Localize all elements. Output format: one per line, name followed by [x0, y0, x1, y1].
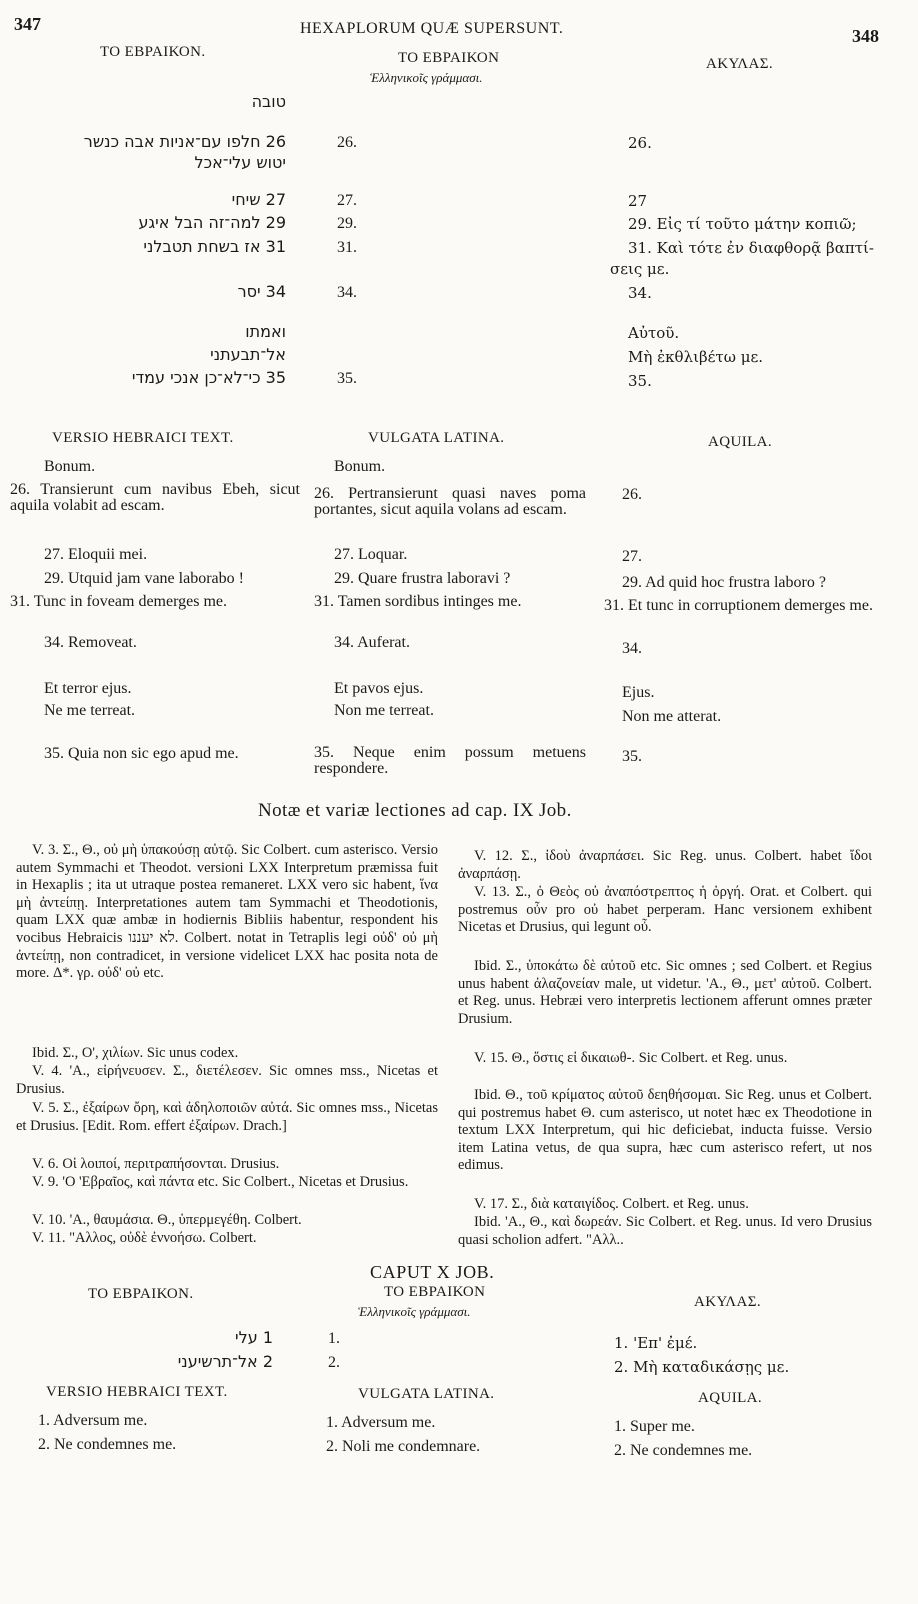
vulgata-line: Bonum.: [334, 458, 386, 475]
vulgata-line: 27. Loquar.: [334, 546, 408, 563]
hebrew-line: ואמתו: [245, 322, 286, 341]
vulgata-line: Non me terreat.: [334, 702, 434, 719]
aquila-greek-line: 35.: [628, 372, 652, 390]
caput-hebrew-head: ΤΟ ΕΒΡΑΙΚΟΝ.: [88, 1286, 194, 1302]
aquila-greek-line: σεις με.: [610, 260, 670, 278]
chapter-title: CAPUT X JOB.: [370, 1262, 495, 1282]
note-paragraph: V. 9. 'Ο 'Εβραῖος, καὶ πάντα etc. Sic Colbert., Nicetas et Drusius.: [32, 1174, 409, 1190]
aquila-latin-line: Ejus.: [622, 684, 655, 701]
aquila-latin-line: 34.: [622, 640, 642, 657]
caput-aquila-latin-line: 2. Ne condemnes me.: [614, 1442, 753, 1459]
page-number-right: 348: [852, 26, 879, 46]
translit-line: 29.: [337, 215, 357, 232]
aquila-latin-column-head: AQUILA.: [708, 434, 773, 450]
caput-translit-head: ΤΟ ΕΒΡΑΙΚΟΝ: [384, 1284, 486, 1300]
translit-line: 35.: [337, 370, 357, 387]
caput-aquila-greek-line: 1. 'Επ' ἐμέ.: [614, 1334, 698, 1352]
caput-hebrew-line: 2 אל־תרשיעני: [177, 1352, 273, 1371]
page-number-left: 347: [14, 14, 41, 34]
caput-translit-subhead: Ἑλληνικοῖς γράμμασι.: [358, 1304, 471, 1319]
vulgata-line: 31. Tamen sordibus intinges me.: [314, 593, 522, 610]
hebrew-column-head: ΤΟ ΕΒΡΑΙΚΟΝ.: [100, 44, 206, 60]
hebrew-line: 31 אז בשחת תטבלני: [143, 237, 286, 256]
caput-vulgata-line: 1. Adversum me.: [326, 1414, 436, 1431]
aquila-latin-line: Non me atterat.: [622, 708, 722, 725]
caput-translit-line: 1.: [328, 1330, 340, 1347]
hebrew-line: טובה: [251, 92, 286, 111]
aquila-greek-line: 27: [628, 192, 648, 210]
versio-line: 35. Quia non sic ego apud me.: [44, 745, 239, 762]
note-paragraph: Ibid. Σ., Ο', χιλίων. Sic unus codex.: [32, 1045, 239, 1061]
caput-translit-line: 2.: [328, 1354, 340, 1371]
translit-column-subhead: Ἑλληνικοῖς γράμμασι.: [370, 70, 483, 85]
caput-aquila-latin-head: AQUILA.: [698, 1390, 763, 1406]
note-paragraph: V. 4. 'Α., εἰρήνευσεν. Σ., διετέλεσεν. Sic omnes mss., Nicetas et Drusius.: [16, 1063, 438, 1097]
aquila-latin-line: 35.: [622, 748, 642, 765]
caput-aquila-latin-line: 1. Super me.: [614, 1418, 695, 1435]
aquila-greek-line: 31. Καὶ τότε ἐν διαφθορᾷ βαπτί-: [628, 239, 874, 257]
hebrew-line: 35 כי־לא־כן אנכי עמדי: [131, 368, 286, 387]
versio-line: Ne me terreat.: [44, 702, 136, 719]
note-paragraph: Ibid. Σ., ὑποκάτω δὲ αὐτοῦ etc. Sic omnes ; sed Colbert. et Regius unus habent ἀλαζονείαν male, ut videtur. 'Α., Θ., μετ' αὐτοῦ. Colbert. et Reg. unus. Hebræi vero interpretis lectionem afferunt omnes præter Drusium.: [458, 958, 872, 1027]
aquila-latin-line: 26.: [622, 486, 642, 503]
translit-line: 31.: [337, 239, 357, 256]
note-paragraph: V. 11. "Αλλος, οὐδὲ ἐννοήσω. Colbert.: [32, 1230, 257, 1246]
aquila-latin-line: 27.: [622, 548, 642, 565]
vulgata-line: 26. Pertransierunt quasi naves poma portantes, sicut aquila volans ad escam.: [314, 485, 586, 518]
hebrew-line: 26 חלפו עם־אניות אבה כנשר: [83, 132, 286, 151]
translit-line: 27.: [337, 192, 357, 209]
aquila-latin-line: 29. Ad quid hoc frustra laboro ?: [622, 574, 826, 591]
note-paragraph: V. 10. 'Α., θαυμάσια. Θ., ὑπερμεγέθη. Colbert.: [32, 1212, 302, 1228]
hebrew-line: אל־תבעתני: [210, 345, 286, 364]
vulgata-line: 35. Neque enim possum metuens respondere.: [314, 744, 586, 777]
running-title: HEXAPLORUM QUÆ SUPERSUNT.: [300, 20, 564, 37]
translit-line: 34.: [337, 284, 357, 301]
note-paragraph: V. 12. Σ., ἰδοὺ ἀναρπάσει. Sic Reg. unus. Colbert. habet ἴδοι ἀναρπάσῃ.: [458, 848, 872, 882]
caput-hebrew-line: 1 עלי: [235, 1328, 273, 1347]
versio-column-head: VERSIO HEBRAICI TEXT.: [52, 430, 234, 446]
hebrew-line: 29 למה־זה הבל איגע: [138, 213, 286, 232]
versio-line: 34. Removeat.: [44, 634, 137, 651]
vulgata-line: 34. Auferat.: [334, 634, 410, 651]
note-paragraph: Ibid. 'Α., Θ., καὶ δωρεάν. Sic Colbert. et Reg. unus. Id vero Drusius quasi scholion adfert. "Αλλ..: [458, 1214, 872, 1248]
note-paragraph: V. 13. Σ., ὁ Θεὸς οὐ ἀναπόστρεπτος ἡ ὀργή. Orat. et Colbert. qui postremus οὖν pro οὐ habet perperam. Hanc versionem exhibent Nicetas et Drusius, qui legunt οὖ.: [458, 884, 872, 936]
note-paragraph: V. 5. Σ., ἐξαίρων ὄρη, καὶ ἀδηλοποιῶν αὐτά. Sic omnes mss., Nicetas et Drusius. [Edit. Rom. effert ἐξαίρων. Drach.]: [16, 1100, 438, 1134]
caput-vulgata-line: 2. Noli me condemnare.: [326, 1438, 481, 1455]
aquila-greek-line: Αὐτοῦ.: [628, 324, 680, 342]
note-paragraph: V. 3. Σ., Θ., οὐ μὴ ὑπακούσῃ αὐτῷ. Sic Colbert. cum asterisco. Versio autem Symmachi et Theodot. versioni LXX Interpretum præmissa fuit in Hexaplis ; ita ut utraque postea remaneret. LXX vero sic habent, ἵνα μὴ ἀντείπῃ. Interpretationes autem tam Symmachi et Theodotionis, quam LXX quæ ambæ in hodiernis Bibliis habentur, respondent his vocibus Hebraicis לא יעננו. Colbert. notat in Tetraplis legi οὐδ' οὐ μὴ ἀντείπῃ, non contradicet, in versione videlicet LXX hac posita nota de more. Δ*. γρ. οὐδ' οὐ etc.: [16, 842, 438, 982]
caput-versio-line: 1. Adversum me.: [38, 1412, 148, 1429]
aquila-greek-line: 26.: [628, 134, 652, 152]
aquila-greek-line: 34.: [628, 284, 652, 302]
versio-line: Bonum.: [44, 458, 96, 475]
note-paragraph: V. 15. Θ., ὅστις εἰ δικαιωθ-. Sic Colbert. et Reg. unus.: [474, 1050, 788, 1066]
translit-line: 26.: [337, 134, 357, 151]
hebrew-line: יטוש עלי־אכל: [194, 153, 286, 172]
versio-line: 26. Transierunt cum navibus Ebeh, sicut aquila volabit ad escam.: [10, 481, 300, 514]
vulgata-line: Et pavos ejus.: [334, 680, 424, 697]
note-paragraph: V. 6. Οἱ λοιποί, περιτραπήσονται. Drusius.: [32, 1156, 280, 1172]
vulgata-column-head: VULGATA LATINA.: [368, 430, 505, 446]
versio-line: 29. Utquid jam vane laborabo !: [44, 570, 244, 587]
aquila-greek-line: 29. Εἰς τί τοῦτο μάτην κοπιῶ;: [628, 215, 857, 233]
note-paragraph: Ibid. Θ., τοῦ κρίματος αὐτοῦ δεηθήσομαι. Sic Reg. unus et Colbert. qui postremus habet Θ. cum asterisco, ut notet hæc ex Theodotione in textum LXX Interpretum, qui hic deficiebat, inducta fuisse. Versio item Latina vetus, de qua supra, hæc cum asterisco refert, ut nos edimus.: [458, 1087, 872, 1174]
caput-versio-head: VERSIO HEBRAICI TEXT.: [46, 1384, 228, 1400]
aquila-column-head: ΑΚΥΛΑΣ.: [706, 56, 774, 72]
hebrew-line: 27 שיחי: [231, 190, 286, 209]
versio-line: Et terror ejus.: [44, 680, 132, 697]
note-paragraph: V. 17. Σ., διὰ καταιγίδος. Colbert. et Reg. unus.: [474, 1196, 749, 1212]
caput-aquila-head: ΑΚΥΛΑΣ.: [694, 1294, 762, 1310]
aquila-greek-line: Μὴ ἐκθλιβέτω με.: [628, 348, 763, 366]
aquila-latin-line: 31. Et tunc in corruptionem demerges me.: [604, 597, 873, 614]
caput-vulgata-head: VULGATA LATINA.: [358, 1386, 495, 1402]
hebrew-line: 34 יסר: [237, 282, 286, 301]
caput-versio-line: 2. Ne condemnes me.: [38, 1436, 177, 1453]
vulgata-line: 29. Quare frustra laboravi ?: [334, 570, 511, 587]
versio-line: 31. Tunc in foveam demerges me.: [10, 593, 228, 610]
notes-title: Notæ et variæ lectiones ad cap. IX Job.: [258, 800, 572, 821]
translit-column-head: ΤΟ ΕΒΡΑΙΚΟΝ: [398, 50, 500, 66]
caput-aquila-greek-line: 2. Μὴ καταδικάσῃς με.: [614, 1358, 790, 1376]
versio-line: 27. Eloquii mei.: [44, 546, 148, 563]
